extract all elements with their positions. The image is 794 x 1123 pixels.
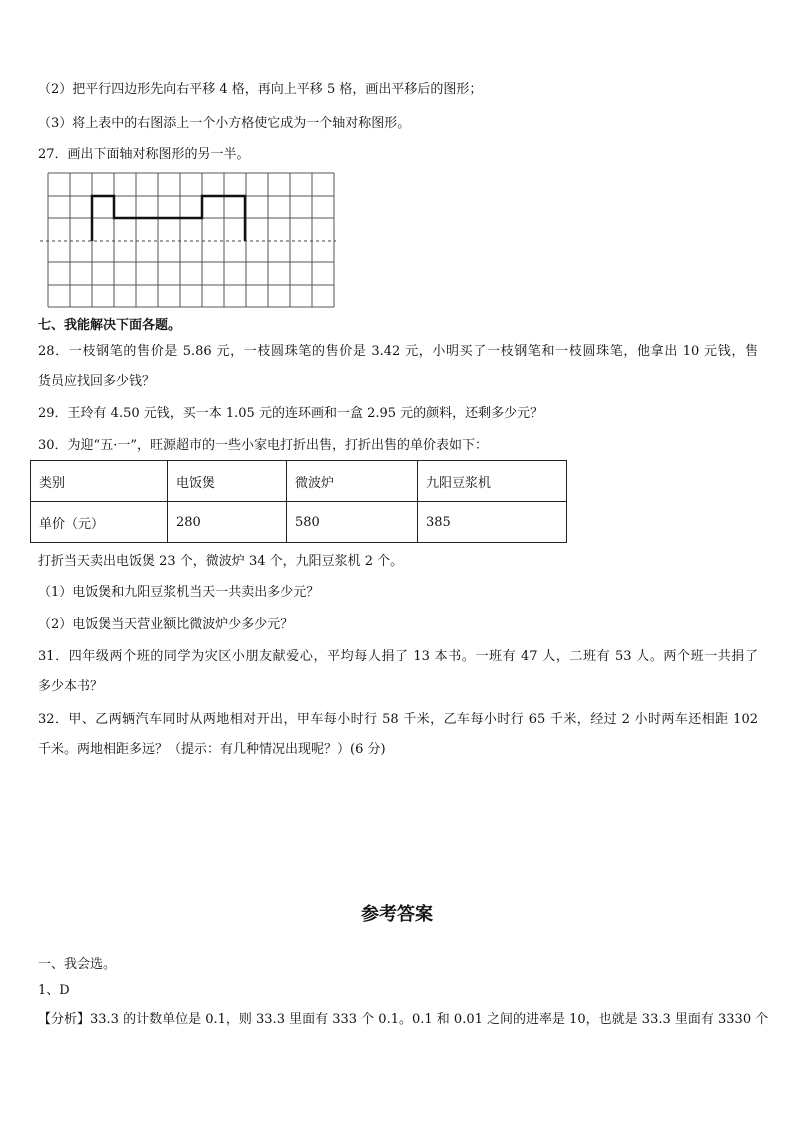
question-30-part-2: （2）电饭煲当天营业额比微波炉少多少元？ bbox=[38, 617, 294, 632]
question-26-part-2: （2）把平行四边形先向右平移 4 格，再向上平移 5 格，画出平移后的图形； bbox=[38, 82, 483, 97]
answers-title: 参考答案 bbox=[361, 904, 433, 925]
answers-section-1-heading: 一、我会选。 bbox=[38, 957, 117, 972]
table-cell: 九阳豆浆机 bbox=[418, 461, 567, 502]
answer-1: 1、D bbox=[38, 983, 70, 998]
symmetry-grid-figure bbox=[38, 170, 336, 310]
table-cell: 580 bbox=[287, 502, 418, 543]
question-31-line-1: 31．四年级两个班的同学为灾区小朋友献爱心，平均每人捐了 13 本书。一班有 47 人，二班有 53 人。两个班一共捐了 bbox=[38, 649, 758, 664]
table-row bbox=[31, 502, 567, 543]
question-26-part-3: （3）将上表中的右图添上一个小方格使它成为一个轴对称图形。 bbox=[38, 116, 411, 131]
question-30-part-1: （1）电饭煲和九阳豆浆机当天一共卖出多少元？ bbox=[38, 585, 320, 600]
question-30-sales: 打折当天卖出电饭煲 23 个，微波炉 34 个，九阳豆浆机 2 个。 bbox=[38, 554, 404, 569]
question-27: 27．画出下面轴对称图形的另一半。 bbox=[38, 147, 250, 162]
table-cell: 微波炉 bbox=[287, 461, 418, 502]
price-table bbox=[30, 460, 567, 543]
question-28-line-2: 货员应找回多少钱？ bbox=[38, 374, 156, 389]
question-32-line-1: 32．甲、乙两辆汽车同时从两地相对开出，甲车每小时行 58 千米，乙车每小时行 65 千米，经过 2 小时两车还相距 102 bbox=[38, 712, 758, 727]
question-32-line-2: 千米。两地相距多远？（提示：有几种情况出现呢？）(6 分) bbox=[38, 742, 386, 757]
table-cell: 385 bbox=[418, 502, 567, 543]
table-cell: 电饭煲 bbox=[168, 461, 287, 502]
table-cell: 类别 bbox=[31, 461, 168, 502]
question-31-line-2: 多少本书？ bbox=[38, 679, 104, 694]
question-29: 29．王玲有 4.50 元钱，买一本 1.05 元的连环画和一盒 2.95 元的颜料，还剩多少元？ bbox=[38, 406, 544, 421]
question-28-line-1: 28．一枝钢笔的售价是 5.86 元，一枝圆珠笔的售价是 3.42 元，小明买了一枝钢笔和一枝圆珠笔，他拿出 10 元钱，售 bbox=[38, 344, 758, 359]
table-cell: 280 bbox=[168, 502, 287, 543]
answer-1-analysis: 【分析】33.3 的计数单位是 0.1，则 33.3 里面有 333 个 0.1。0.1 和 0.01 之间的进率是 10，也就是 33.3 里面有 3330 个 bbox=[38, 1012, 769, 1027]
table-cell: 单价（元） bbox=[31, 502, 168, 543]
section-7-heading: 七、我能解决下面各题。 bbox=[38, 318, 182, 333]
question-30: 30．为迎“五·一”，旺源超市的一些小家电打折出售，打折出售的单价表如下： bbox=[38, 438, 488, 453]
table-row bbox=[31, 461, 567, 502]
